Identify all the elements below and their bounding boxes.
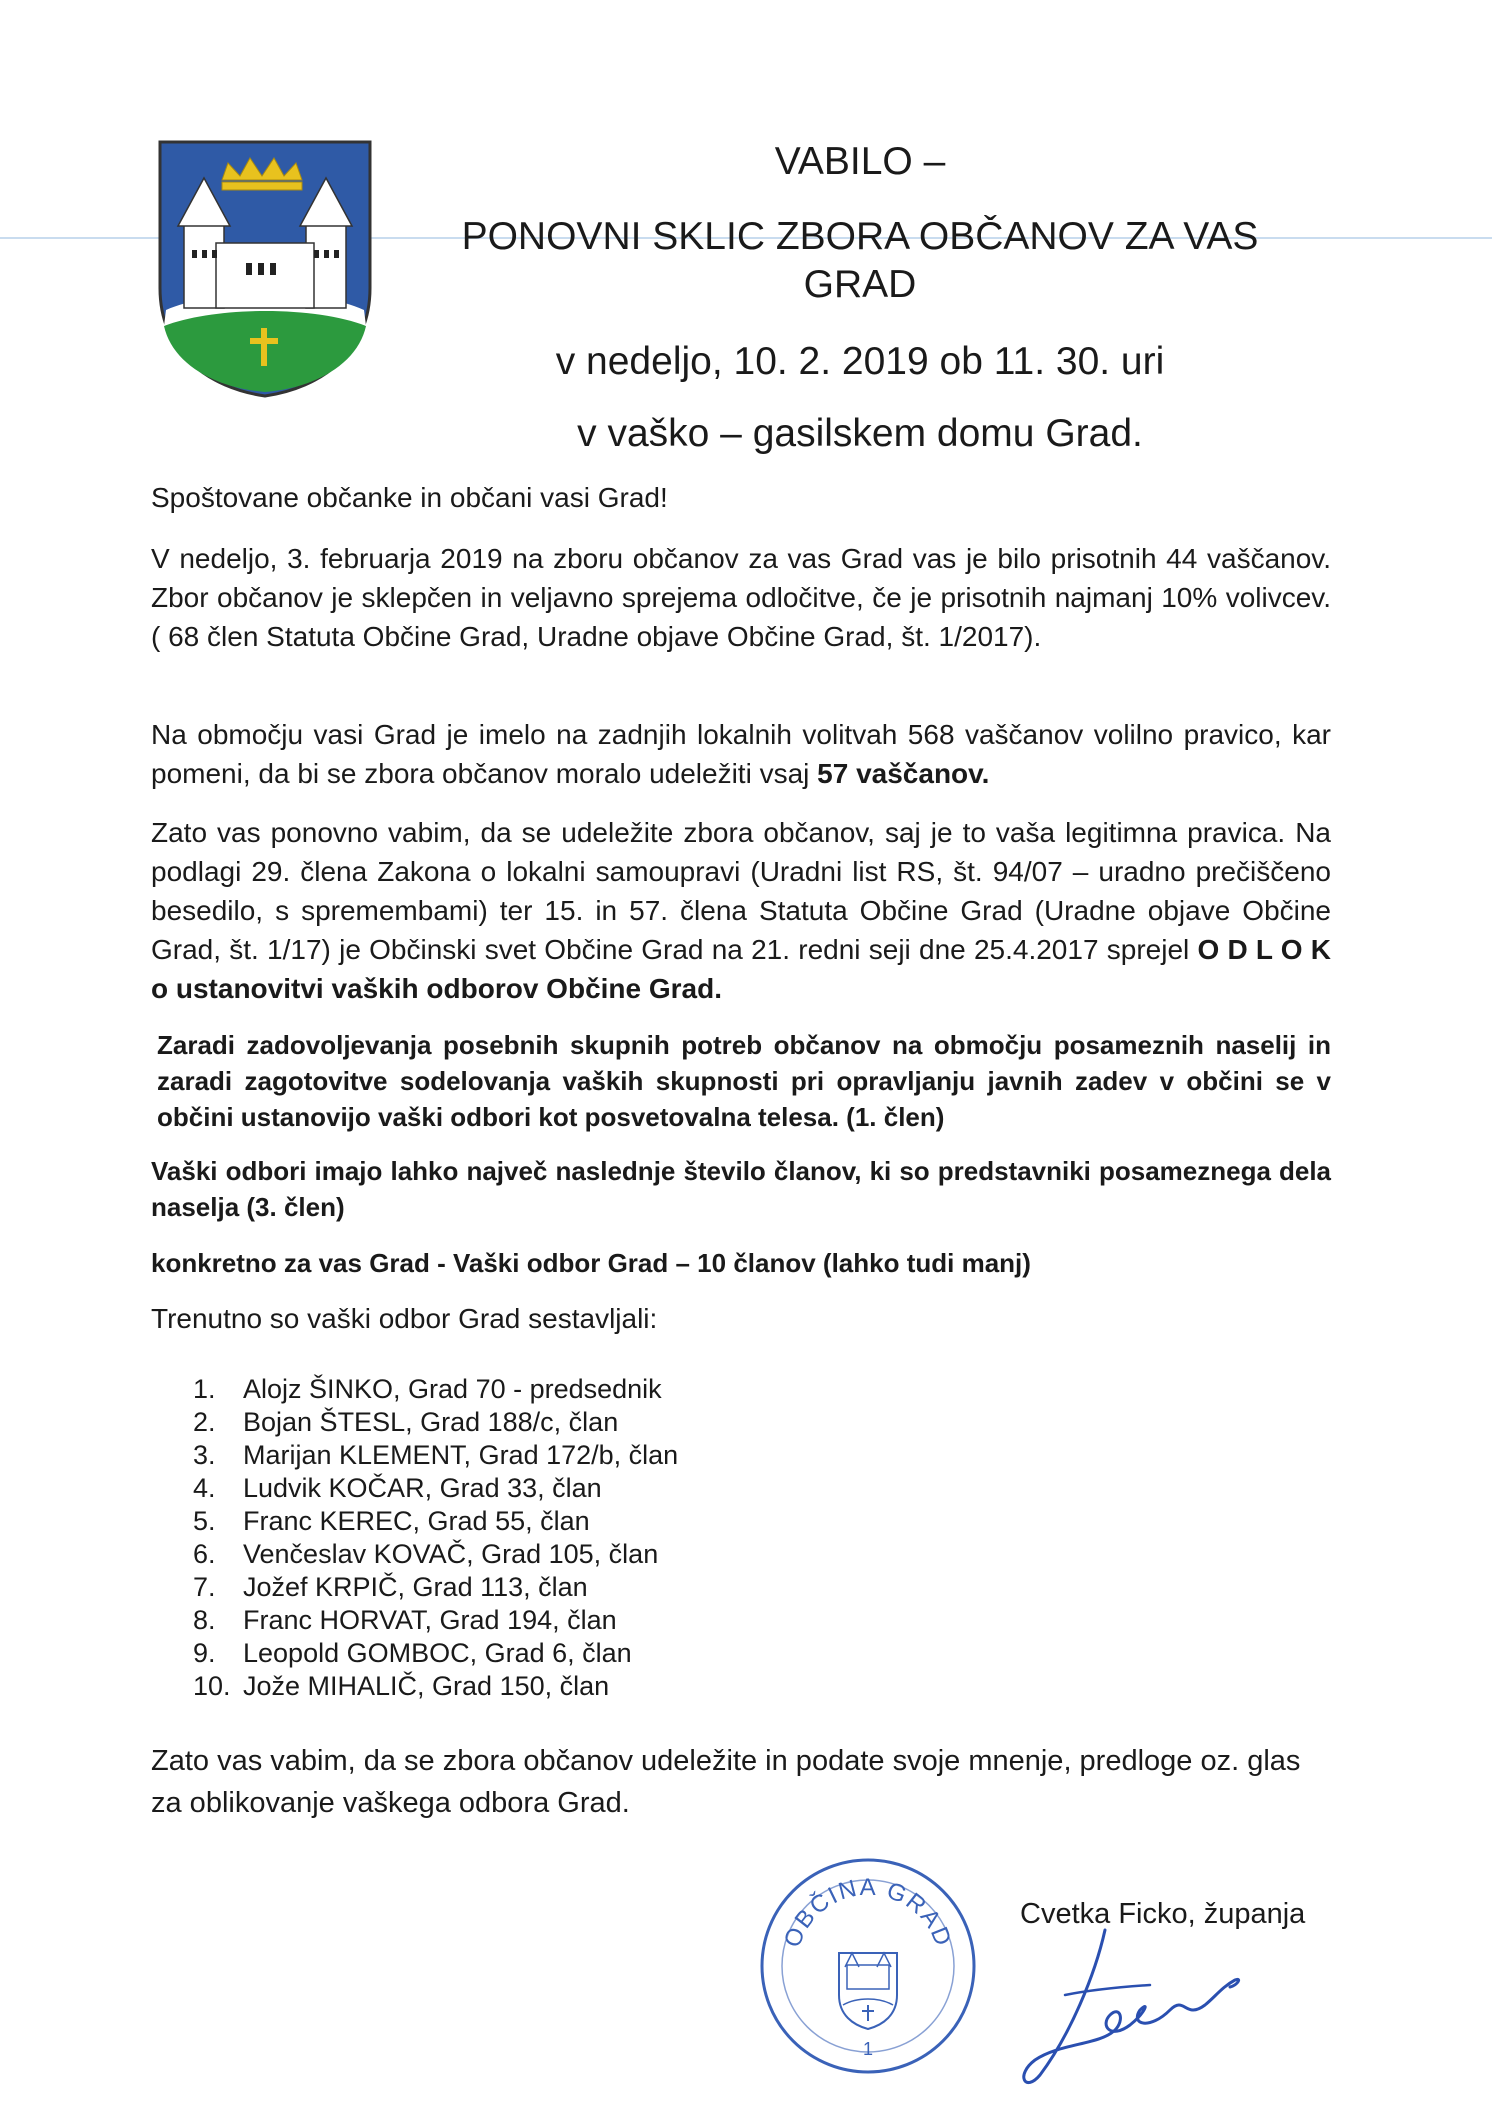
list-item: 5. Franc KEREC, Grad 55, član — [193, 1506, 590, 1536]
list-item: 3. Marijan KLEMENT, Grad 172/b, član — [193, 1440, 679, 1470]
members-intro: Trenutno so vaški odbor Grad sestavljali: — [151, 1303, 658, 1334]
odlok-title: o ustanovitvi vaških odborov Občine Grad. — [151, 973, 723, 1004]
list-item: 9. Leopold GOMBOC, Grad 6, član — [193, 1638, 632, 1668]
list-item: 1. Alojz ŠINKO, Grad 70 - predsednik — [193, 1374, 662, 1404]
stamp-text: OBČINA GRAD — [778, 1874, 958, 1952]
article-3-text: Vaški odbori imajo lahko največ naslednje število članov, ki so predstavniki posameznega dela naselja (3. člen) — [151, 1156, 1331, 1222]
greeting: Spoštovane občanke in občani vasi Grad! — [151, 482, 668, 513]
paragraph-voters — [151, 715, 1331, 793]
meeting-date: v nedeljo, 10. 2. 2019 ob 11. 30. uri — [555, 340, 1165, 383]
paragraph-legal-basis — [151, 813, 1331, 1008]
list-item: 10. Jože MIHALIČ, Grad 150, član — [193, 1671, 610, 1701]
signer-name: Cvetka Ficko, županja — [1020, 1898, 1306, 1930]
list-item: 8. Franc HORVAT, Grad 194, član — [193, 1605, 617, 1635]
title-line-2: PONOVNI SKLIC ZBORA OBČANOV ZA VAS — [461, 215, 1259, 258]
signature-icon — [1010, 1925, 1300, 2095]
list-item: 7. Jožef KRPIČ, Grad 113, član — [193, 1572, 588, 1602]
list-item: 2. Bojan ŠTESL, Grad 188/c, član — [193, 1407, 619, 1437]
svg-text:OBČINA GRAD — [779, 1874, 957, 1951]
meeting-place: v vaško – gasilskem domu Grad. — [577, 412, 1143, 455]
stamp-number: 1 — [862, 2039, 874, 2059]
required-attendance: 57 vaščanov. — [817, 758, 990, 789]
title-line-1: VABILO – — [774, 140, 946, 183]
members-list — [193, 1373, 678, 1703]
paragraph-legal-text: Zato vas ponovno vabim, da se udeležite zbora občanov, saj je to vaša legitimna pravica. Na podlagi 29. člena Zakona o lokalni samoupravi (Uradni list RS, št. 94/07 – uradno prečiščeno besedilo, s spremembami) ter 15. in 57. člena Statuta Občine Grad (Uradne objave Občine Grad, št. 1/17) je Občinski svet Občine Grad na 21. redni seji dne 25.4.2017 sprejel — [151, 817, 1331, 965]
closing-paragraph: Zato vas vabim, da se zbora občanov udeležite in podate svoje mnenje, predloge oz. glas za oblikovanje vaškega odbora Grad. — [151, 1745, 1301, 1819]
village-board-size: konkretno za vas Grad - Vaški odbor Grad – 10 članov (lahko tudi manj) — [151, 1248, 1031, 1278]
coat-of-arms-icon — [156, 138, 374, 400]
list-item: 4. Ludvik KOČAR, Grad 33, član — [193, 1473, 602, 1503]
paragraph-attendance: V nedeljo, 3. februarja 2019 na zboru občanov za vas Grad vas je bilo prisotnih 44 vaščanov. Zbor občanov je sklepčen in veljavno sprejema odločitve, če je prisotnih najmanj 10% volivcev. ( 68 člen Statuta Občine Grad, Uradne objave Občine Grad, št. 1/2017). — [151, 543, 1331, 652]
list-item: 6. Venčeslav KOVAČ, Grad 105, član — [193, 1539, 659, 1569]
odlok-label: O D L O K — [1197, 934, 1331, 965]
title-line-3: GRAD — [803, 263, 917, 306]
paragraph-voters-text: Na območju vasi Grad je imelo na zadnjih lokalnih volitvah 568 vaščanov volilno pravico, kar pomeni, da bi se zbora občanov moralo udeležiti vsaj — [151, 719, 1331, 789]
municipality-stamp-icon — [757, 1855, 979, 2077]
article-1-text: Zaradi zadovoljevanja posebnih skupnih potreb občanov na območju posameznih naselij in zaradi zagotovitve sodelovanja vaških skupnosti pri opravljanju javnih zadev v občini se v občini ustanovijo vaški odbori kot posvetovalna telesa. (1. člen) — [157, 1030, 1331, 1132]
